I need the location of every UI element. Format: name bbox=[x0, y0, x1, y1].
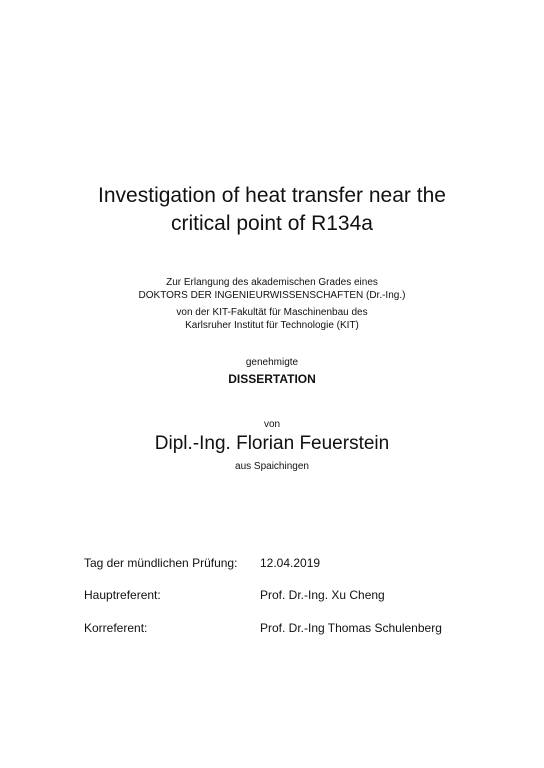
faculty-line-1: von der KIT-Fakultät für Maschinenbau des bbox=[176, 307, 368, 318]
approved-label: genehmigte bbox=[245, 357, 299, 368]
co-referee-value: Prof. Dr.-Ing Thomas Schulenberg bbox=[260, 621, 442, 635]
document-type: DISSERTATION bbox=[228, 372, 316, 386]
main-referee-value: Prof. Dr.-Ing. Xu Cheng bbox=[260, 588, 385, 602]
thesis-title-line-1: Investigation of heat transfer near the bbox=[98, 184, 446, 207]
degree-statement bbox=[0, 276, 544, 302]
co-referee-label: Korreferent: bbox=[84, 621, 148, 635]
exam-date-label: Tag der mündlichen Prüfung: bbox=[84, 556, 238, 570]
faculty-statement bbox=[0, 306, 544, 332]
thesis-title bbox=[0, 182, 544, 238]
thesis-title-line-2: critical point of R134a bbox=[171, 212, 373, 235]
author-origin: aus Spaichingen bbox=[235, 461, 309, 472]
by-label: von bbox=[263, 419, 281, 430]
exam-date-value: 12.04.2019 bbox=[260, 556, 321, 570]
degree-line-2: DOKTORS DER INGENIEURWISSENSCHAFTEN (Dr.-Ing.) bbox=[138, 290, 406, 301]
author-name: Dipl.-Ing. Florian Feuerstein bbox=[154, 433, 390, 454]
degree-line-1: Zur Erlangung des akademischen Grades eines bbox=[166, 277, 378, 288]
faculty-line-2: Karlsruher Institut für Technologie (KIT) bbox=[185, 320, 359, 331]
main-referee-label: Hauptreferent: bbox=[84, 588, 161, 602]
